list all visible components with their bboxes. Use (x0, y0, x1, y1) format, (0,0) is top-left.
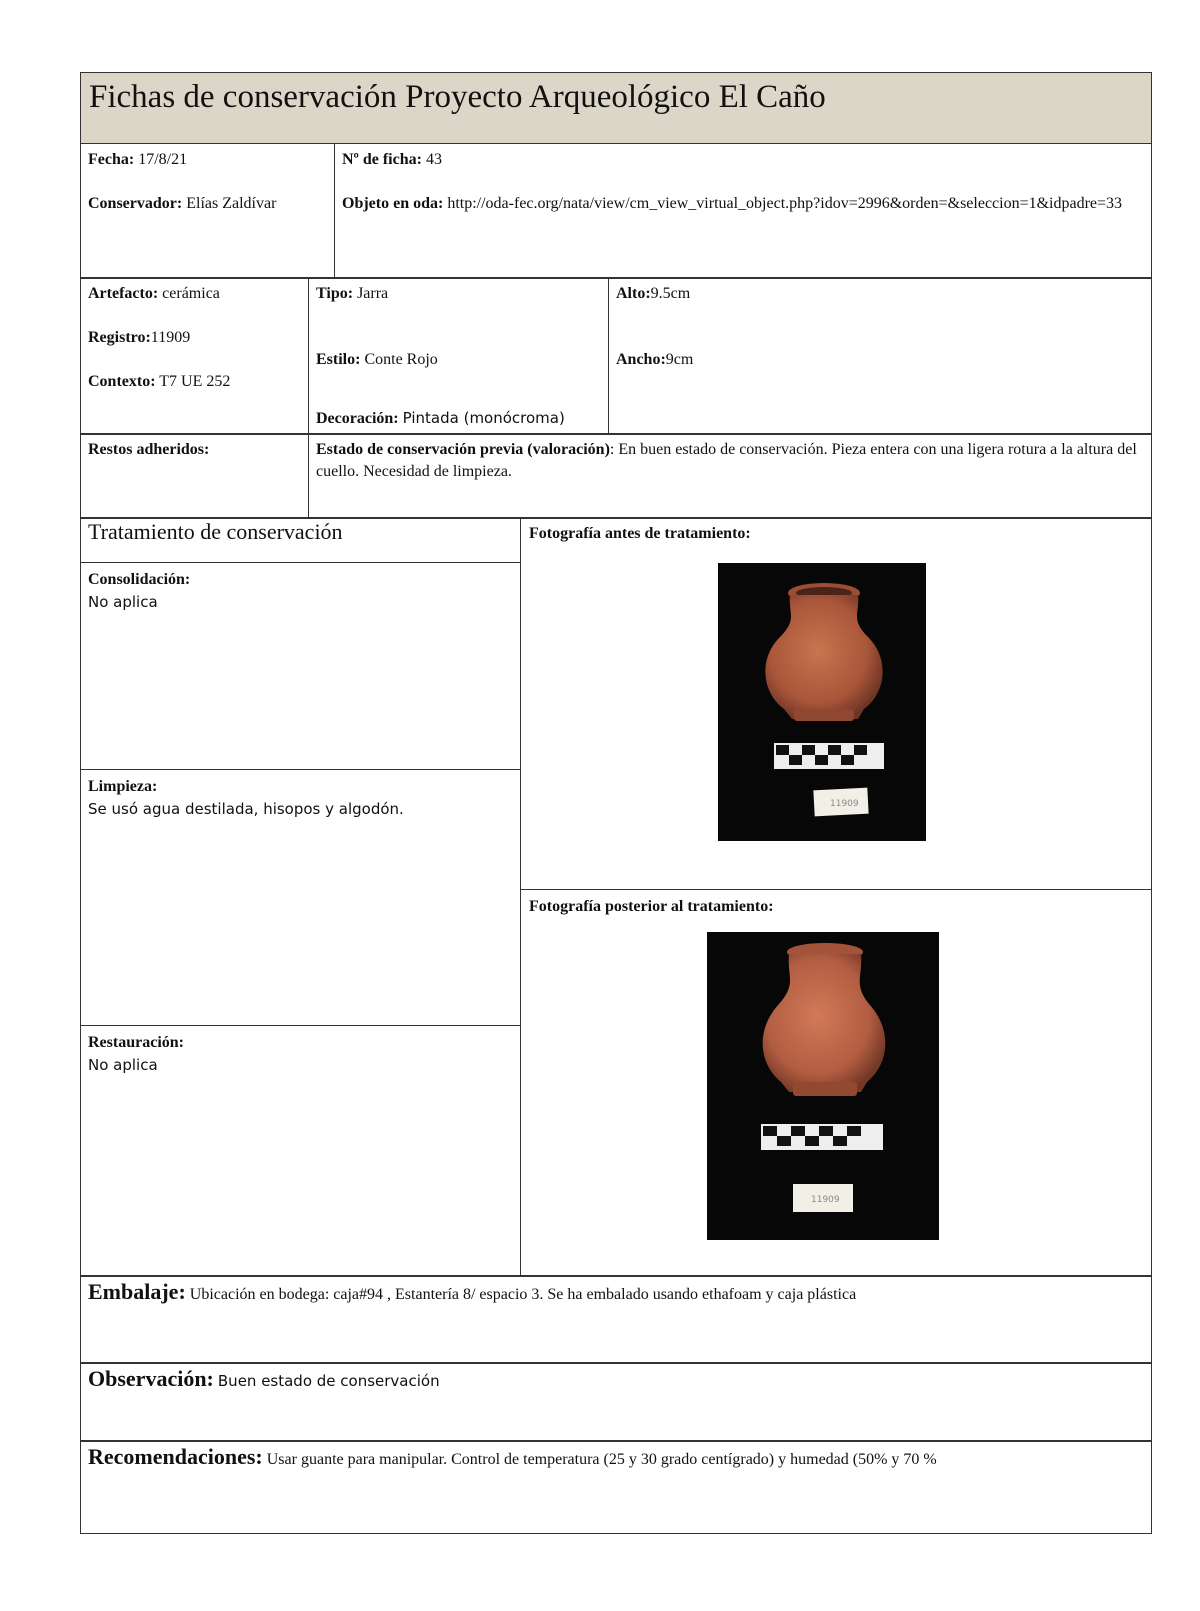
artefacto-value: cerámica (162, 285, 220, 302)
consolidacion-label: Consolidación: (88, 571, 191, 588)
recomendaciones-value: Usar guante para manipular. Control de temperatura (25 y 30 grado centígrado) y humedad (50% y 70 % (266, 1451, 937, 1468)
tipo-label: Tipo: (316, 285, 354, 302)
artifact-cell (80, 277, 308, 435)
recomendaciones-label: Recomendaciones: (88, 1444, 263, 1469)
type-style-cell (308, 277, 608, 435)
photo-after-image (707, 932, 939, 1240)
consolidacion-cell (80, 563, 520, 769)
ficha-value: 43 (425, 151, 442, 168)
registro-value: 11909 (150, 329, 191, 346)
photo-after-label: Fotografía posterior al tratamiento: (529, 898, 774, 915)
contexto-value: T7 UE 252 (159, 373, 231, 390)
restauracion-value: No aplica (88, 1056, 158, 1074)
ancho-value: 9cm (665, 351, 694, 368)
limpieza-value: Se usó agua destilada, hisopos y algodón. (88, 800, 404, 818)
estilo-value: Conte Rojo (364, 351, 438, 368)
estado-label: Estado de conservación previa (valoración) (316, 441, 610, 458)
ancho-label: Ancho: (616, 351, 666, 368)
alto-value: 9.5cm (650, 285, 691, 302)
limpieza-label: Limpieza: (88, 778, 158, 795)
objeto-label: Objeto en oda: (342, 195, 444, 212)
decoracion-label: Decoración: (316, 410, 399, 427)
conservador-value: Elías Zaldívar (186, 195, 277, 212)
observacion-label: Observación: (88, 1366, 214, 1391)
jar-after-illustration (707, 932, 939, 1240)
date-conservator-cell (80, 143, 334, 279)
ficha-label: Nº de ficha: (342, 151, 422, 168)
restos-label: Restos adheridos: (88, 441, 210, 458)
sheet-title: Fichas de conservación Proyecto Arqueológico El Caño (89, 79, 826, 115)
registro-label: Registro: (88, 329, 151, 346)
tag-after-text: 11909 (811, 1195, 840, 1205)
photo-before-label: Fotografía antes de tratamiento: (529, 525, 751, 542)
alto-label: Alto: (616, 285, 651, 302)
limpieza-cell (80, 770, 520, 1025)
tipo-value: Jarra (357, 285, 389, 302)
tag-before-text: 11909 (830, 799, 859, 809)
contexto-label: Contexto: (88, 373, 156, 390)
photo-after-label-cell (521, 890, 1152, 930)
scale-bar-before (774, 743, 884, 769)
recomendaciones-cell (80, 1440, 1152, 1534)
restauracion-cell (80, 1026, 520, 1276)
decoracion-value: Pintada (monócroma) (402, 409, 565, 427)
objeto-link[interactable]: http://oda-fec.org/nata/view/cm_view_virtual_object.php?idov=2996&orden=&seleccion=1&idpadre=33 (447, 195, 1123, 212)
sheet-title-bar (80, 72, 1152, 144)
conservation-sheet (80, 72, 1152, 1574)
photo-before-label-cell (521, 517, 1152, 557)
scale-bar-after (761, 1124, 883, 1150)
restos-cell (80, 433, 308, 519)
photo-before-image (718, 563, 926, 841)
observacion-value: Buen estado de conservación (217, 1372, 440, 1390)
estilo-label: Estilo: (316, 351, 361, 368)
embalaje-cell (80, 1275, 1152, 1364)
record-object-cell (334, 143, 1152, 279)
embalaje-value: Ubicación en bodega: caja#94 , Estantería 8/ espacio 3. Se ha embalado usando ethafoam y caja plástica (189, 1286, 857, 1303)
restauracion-label: Restauración: (88, 1034, 184, 1051)
treatment-heading: Tratamiento de conservación (88, 519, 343, 544)
estado-value: : En buen estado de conservación. Pieza entera con una ligera rotura a la altura del cuello. Necesidad de limpieza. (316, 441, 1137, 480)
jar-before-illustration (718, 563, 926, 841)
treatment-heading-cell (80, 517, 520, 563)
embalaje-label: Embalaje: (88, 1279, 186, 1304)
fecha-value: 17/8/21 (138, 151, 188, 168)
estado-cell (308, 433, 1152, 519)
dimensions-cell (608, 277, 1152, 435)
consolidacion-value: No aplica (88, 593, 158, 611)
fecha-label: Fecha: (88, 151, 135, 168)
conservador-label: Conservador: (88, 195, 183, 212)
artefacto-label: Artefacto: (88, 285, 159, 302)
observacion-cell (80, 1362, 1152, 1442)
